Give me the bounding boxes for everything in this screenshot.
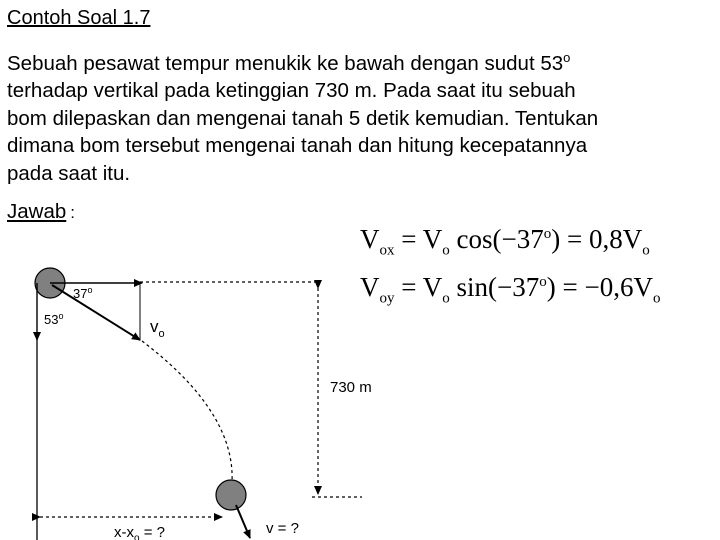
angle-37-label: 37$^o$	[73, 285, 93, 301]
bomb-circle	[216, 480, 246, 510]
problem-line-4: dimana bom tersebut mengenai tanah dan hitung kecepatannya	[7, 134, 588, 158]
angle-53-label: 53$^o$	[44, 311, 64, 327]
example-title: Contoh Soal 1.7	[7, 7, 151, 29]
trajectory-curve	[142, 341, 232, 482]
velocity-vector	[52, 285, 140, 340]
height-label: 730 m	[330, 379, 372, 396]
problem-line-3: bom dilepaskan dan mengenai tanah 5 detik kemudian. Tentukan	[7, 106, 599, 130]
final-velocity-arrow	[236, 505, 250, 538]
final-velocity-label: v = ?	[266, 520, 299, 537]
range-label: $x-x_o$ = ?	[114, 524, 165, 540]
degree-mark: o	[563, 50, 571, 65]
problem-line-5: pada saat itu.	[7, 161, 131, 185]
problem-line-1: Sebuah pesawat tempur menukik ke bawah dengan sudut 53$^o$	[7, 50, 571, 75]
velocity-label: $v_o$	[150, 317, 165, 340]
answer-heading: Jawab :	[7, 200, 75, 223]
equation-vox: $V_{ox} = V_o$ $\cos(-37^o) = 0,8V_o$	[360, 224, 650, 259]
equation-voy: $V_{oy} = V_o$ $\sin(-37^o) = -0,6V_o$	[360, 272, 661, 307]
problem-line-2: terhadap vertikal pada ketinggian 730 m. Pada saat itu sebuah	[7, 79, 576, 103]
